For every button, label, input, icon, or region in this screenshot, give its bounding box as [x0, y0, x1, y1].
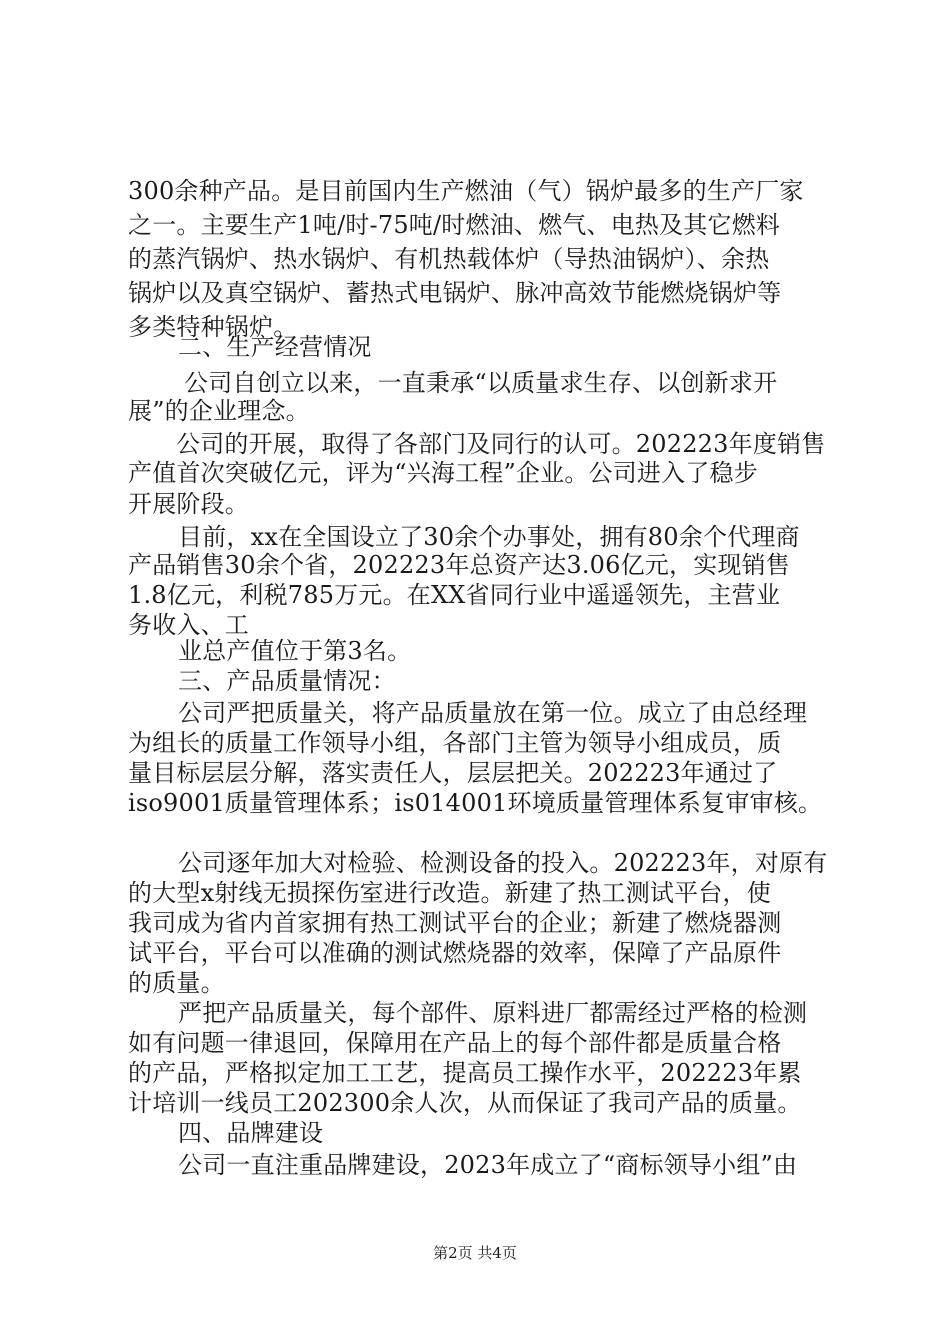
body-text-line: 的产品，严格拟定加工工艺，提高员工操作水平，202223年累 — [128, 1059, 802, 1087]
body-text-line: 的质量。 — [128, 969, 225, 997]
body-text-line: 公司的开展，取得了各部门及同行的认可。202223年度销售 — [176, 430, 826, 458]
body-text-line: 开展阶段。 — [128, 490, 249, 518]
body-text-line: 如有问题一律退回，保障用在产品上的每个部件都是质量合格 — [128, 1029, 782, 1057]
page-number-footer: 第2页 共4页 — [433, 1244, 517, 1262]
body-text-line: 严把产品质量关，每个部件、原料进厂都需经过严格的检测 — [178, 999, 808, 1027]
body-text-line: 产值首次突破亿元，评为“兴海工程”企业。公司进入了稳步 — [128, 459, 758, 487]
body-text-line: 300余种产品。是目前国内生产燃油（气）锅炉最多的生产厂家 — [128, 177, 804, 205]
body-text-line: 之一。主要生产1吨/时-75吨/时燃油、燃气、电热及其它燃料 — [128, 211, 781, 239]
body-text-line: 公司一直注重品牌建设，2023年成立了“商标领导小组”由 — [178, 1151, 798, 1179]
body-text-line: 公司严把质量关，将产品质量放在第一位。成立了由总经理 — [178, 699, 808, 727]
body-text-line: 计培训一线员工202300余人次，从而保证了我司产品的质量。 — [128, 1089, 802, 1117]
body-text-line: 业总产值位于第3名。 — [178, 637, 412, 665]
body-text-line: 公司自创立以来，一直秉承“以质量求生存、以创新求开 — [184, 369, 778, 397]
body-text-line: 1.8亿元，利税785万元。在XX省同行业中遥遥领先，主营业 — [128, 581, 781, 609]
body-text-line: 公司逐年加大对检验、检测设备的投入。202223年，对原有 — [178, 849, 828, 877]
body-text-line: 目前，xx在全国设立了30余个办事处，拥有80余个代理商 — [178, 523, 800, 551]
body-text-line: 产品销售30余个省，202223年总资产达3.06亿元，实现销售 — [128, 551, 790, 579]
body-text-line: 务收入、工 — [128, 611, 249, 639]
body-text-line: 试平台，平台可以准确的测试燃烧器的效率，保障了产品原件 — [128, 939, 782, 967]
body-text-line: 量目标层层分解，落实责任人，层层把关。202223年通过了 — [128, 759, 778, 787]
section-heading: 三、产品质量情况： — [178, 667, 396, 695]
body-text-line: iso9001质量管理体系；is014001环境质量管理体系复审审核。 — [128, 789, 823, 817]
body-text-line: 的大型x射线无损探伤室进行改造。新建了热工测试平台，使 — [128, 879, 771, 907]
body-text-line: 展”的企业理念。 — [128, 397, 310, 425]
body-text-line: 多类特种锅炉。 — [128, 313, 298, 341]
body-text-line: 我司成为省内首家拥有热工测试平台的企业；新建了燃烧器测 — [128, 909, 782, 937]
body-text-line: 锅炉以及真空锅炉、蓄热式电锅炉、脉冲高效节能燃烧锅炉等 — [128, 279, 782, 307]
body-text-line: 为组长的质量工作领导小组，各部门主管为领导小组成员，质 — [128, 729, 782, 757]
body-text-line: 的蒸汽锅炉、热水锅炉、有机热载体炉（导热油锅炉）、余热 — [128, 245, 770, 273]
section-heading: 四、品牌建设 — [178, 1119, 324, 1147]
section-heading: 二、生产经营情况 — [178, 333, 372, 361]
